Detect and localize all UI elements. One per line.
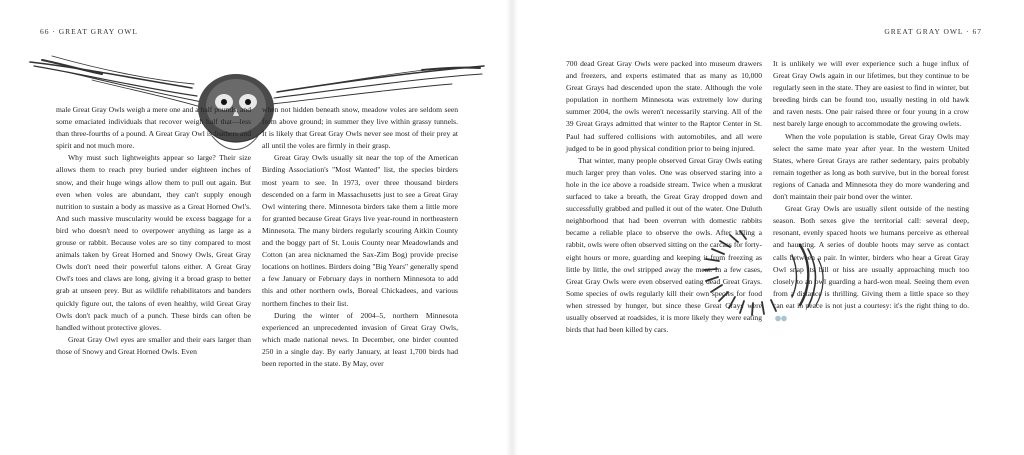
book-gutter [506, 0, 518, 455]
paragraph: Great Gray Owls usually sit near the top of the American Birding Association's "Most Wanted" list, the species birders most yearn to see. In 1973, over three thousand birders descended on a farm in Massachusetts just to see a Great Gray Owl wintering there. Minnesota birders take them a little more for granted because Great Grays live year-round in northeastern Minnesota. The many birders regularly scouring Aitkin County and the boggy part of St. Louis County near Meadowlands and Cotton (an area nicknamed the Sax-Zim Bog) provide precise locations on hotlines. Birders doing "Big Years" generally spend a few January or February days in northern Minnesota to add this and other northern owls, Boreal Chickadees, and various northern finches to their list. [262, 153, 458, 308]
left-wing-feather-stroke [34, 66, 197, 96]
left-page-column-1 [56, 104, 251, 358]
paragraph: That winter, many people observed Great Gray Owls eating much larger prey than voles. One was observed staring into a hole in the ice above a roadside stream. Twice when a muskrat surfaced to take a breath, the Great Gray dropped down and successfully grabbed and pulled it out of the water. One Duluth neighborhood that had been overrun with domestic rabbits became a reliable place to observe the owls. After killing a rabbit, owls were often observed sitting on the carcass for forty-eight hours or more, guarding and keeping it from freezing as little by little, the owl stripped away the meat. In a few cases, Great Gray Owls were even observed eating dead Great Grays. Some species of owls regularly kill their own species for food when stressed by hunger, but since these Great Grays were usually observed at roadsides, it is more likely they were eating birds that had been killed by cars. [566, 155, 762, 335]
paragraph: Why must such lightweights appear so large? Their size allows them to reach prey buried under eighteen inches of snow, and their huge wings allow them to pull out again. But even when voles are abundant, they can't supply enough nutrition to sustain a body as massive as a Great Horned Owl's. And such massive muscularity would be excess baggage for a bird who doesn't need to overpower anything as large as a grouse or rabbit. Because voles are so tiny compared to most animals taken by Great Horned and Snowy Owls, Great Gray Owls don't need their powerful talons either. A Great Gray Owl's toes and claws are long, giving it a broad grasp to better grab at unseen prey. But as wildlife rehabilitators and banders quickly figure out, the talons of even healthy, wild Great Gray Owls don't pack much of a punch. These birds can often be handled without protective gloves. [56, 153, 251, 332]
left-wing-feather-stroke [52, 56, 194, 84]
paragraph: 700 dead Great Gray Owls were packed into museum drawers and freezers, and experts estimated that as many as 10,000 Great Grays had descended upon the state. Although the vole population in northern Minnesota was extremely low during summer 2004, the owls weren't necessarily starving. All of the 39 Great Grays admitted that winter to the Raptor Center in St. Paul had suffered collisions with automobiles, and all were judged to be in good physical condition prior to being injured. [566, 59, 762, 153]
end-of-chapter-mark-icon [775, 315, 787, 322]
right-page-column-2 [773, 58, 969, 324]
left-page-column-2 [262, 104, 458, 370]
running-header-left: 66 · GREAT GRAY OWL [40, 27, 138, 36]
left-wing-feather-stroke [30, 62, 192, 88]
paragraph: During the winter of 2004–5, northern Minnesota experienced an unprecedented invasion of Great Gray Owls, which made national news. In December, one birder counted 250 in a single day. By early January, at least 1,700 birds had been reported in the state. By May, over [262, 310, 458, 368]
paragraph: Great Gray Owls are usually silent outside of the nesting season. Both sexes give the territorial call: several deep, resonant, evenly spaced hoots we humans perceive as ethereal and haunting. A series of double hoots may serve as contact calls between a pair. In winter, birders who hear a Great Gray Owl snap its bill or hiss are usually approaching much too closely to an owl guarding a hard-won meal. Seeing them even from a distance is thrilling. Giving them a little space so they can eat in peace is not just a courtesy: it's the right thing to do. [773, 203, 969, 324]
paragraph: Great Gray Owl eyes are smaller and their ears larger than those of Snowy and Great Horned Owls. Even [56, 334, 251, 356]
paragraph: when not hidden beneath snow, meadow voles are seldom seen from above ground; in summer they live within grassy tunnels. It is likely that Great Gray Owls never see most of their prey at all until the voles are firmly in their grasp. [262, 105, 458, 151]
running-header-right: GREAT GRAY OWL · 67 [884, 27, 982, 36]
paragraph: male Great Gray Owls weigh a mere one and a half pounds, and some emaciated individuals that recover weigh half that—less than three-fourths of a pound. A Great Gray Owl is feathers and spirit and not much more. [56, 105, 251, 151]
right-page-column-1 [566, 58, 762, 336]
right-wing-feather-stroke [277, 66, 484, 92]
ring-feather-stroke [762, 302, 764, 314]
paragraph: It is unlikely we will ever experience such a huge influx of Great Gray Owls again in our lifetimes, but they continue to be regularly seen in the state. They are easiest to find in winter, but breeding birds can be found too, usually nesting in old hawk and raven nests. One pair raised three or four young in a crow nest barely large enough to accommodate the growing owlets. [773, 59, 969, 129]
paragraph: When the vole population is stable, Great Gray Owls may select the same mate year after year. In the western United States, where Great Grays are rather sedentary, pairs probably remain together as long as both survive, but in the boreal forest regions of Canada and Minnesota they do more wandering and don't maintain their pair bond over the winter. [773, 131, 969, 202]
